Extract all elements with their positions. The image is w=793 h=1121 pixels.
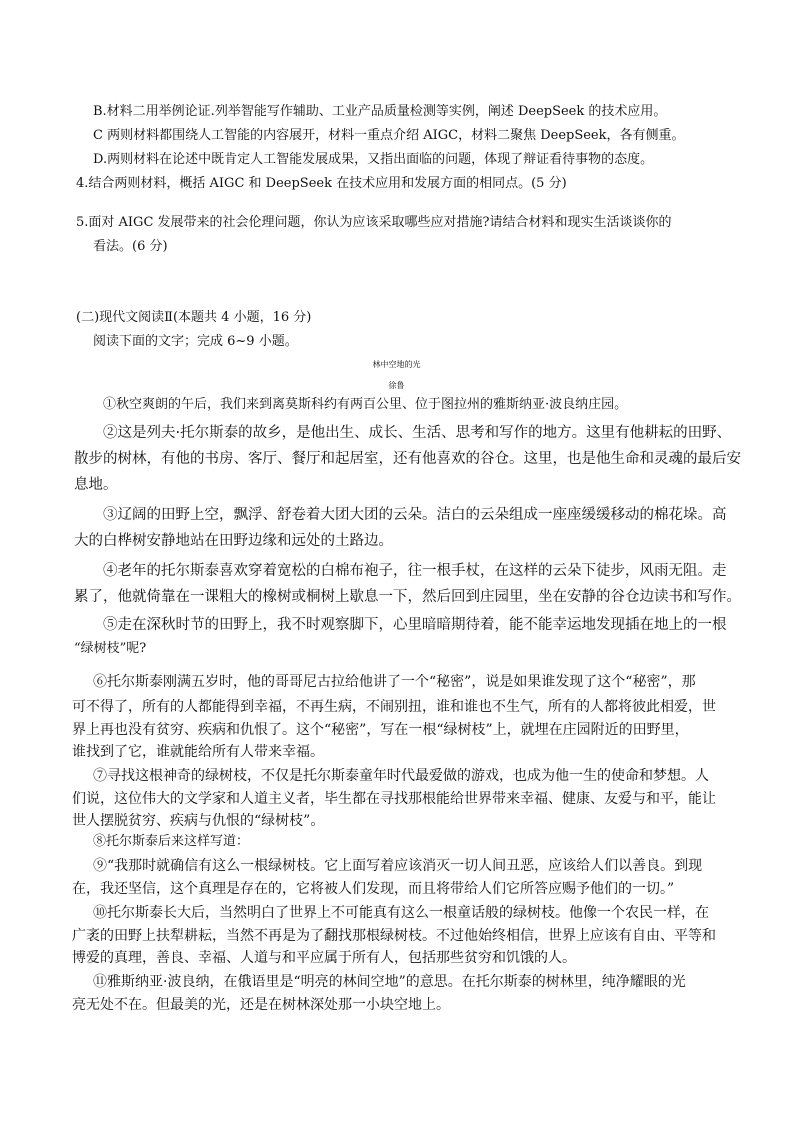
paragraph-4-line-1: ④老年的托尔斯泰喜欢穿着宽松的白棉布袍子，往一根手杖，在这样的云朵下徒步，风雨无阻。走: [103, 563, 727, 579]
section-heading: (二)现代文阅读Ⅱ(本题共 4 小题，16 分): [76, 310, 312, 325]
article-title: 林中空地的光: [372, 360, 421, 369]
option-c: C 两则材料都围绕人工智能的内容展开，材料一重点介绍 AIGC，材料二聚焦 DeepSeek，各有侧重。: [93, 128, 685, 143]
paragraph-11-line-2: 亮无处不在。但最美的光，还是在树林深处那一小块空地上。: [72, 997, 450, 1013]
question-4: 4.结合两则材料，概括 AIGC 和 DeepSeek 在技术应用和发展方面的相同点。(5 分): [76, 176, 567, 191]
paragraph-11-line-1: ⑪雅斯纳亚·波良纳，在俄语里是“明亮的林间空地”的意思。在托尔斯泰的树林里，纯净耀眼的光: [93, 974, 686, 990]
paragraph-6-line-1: ⑥托尔斯泰刚满五岁时，他的哥哥尼古拉给他讲了一个“秘密”，说是如果谁发现了这个“秘密”，那: [93, 674, 696, 690]
paragraph-9-line-1: ⑨“我那时就确信有这么一根绿树枝。它上面写着应该消灭一切人间丑恶，应该给人们以善良。到现: [93, 858, 703, 874]
paragraph-6-line-4: 谁找到了它，谁就能给所有人带来幸福。: [72, 744, 324, 760]
paragraph-4-line-2: 累了，他就倚靠在一课粗大的橡树或桐树上歇息一下，然后回到庄园里，坐在安静的谷仓边读书和写作。: [74, 589, 741, 605]
paragraph-7-line-1: ⑦寻找这根神奇的绿树枝，不仅是托尔斯泰童年时代最爱做的游戏，也成为他一生的使命和梦想。人: [93, 768, 709, 784]
question-5-line-1: 5.面对 AIGC 发展带来的社会伦理问题，你认为应该采取哪些应对措施?请结合材料和现实生活谈谈你的: [76, 215, 672, 230]
paragraph-8: ⑧托尔斯泰后来这样写道：: [93, 834, 250, 849]
paragraph-5-line-2: “绿树枝”呢?: [74, 641, 147, 656]
paragraph-10-line-3: 博爱的真理，善良、幸福、人道与和平应属于所有人，包括那些贫穷和饥饿的人。: [72, 950, 576, 966]
paragraph-7-line-2: 们说，这位伟大的文学家和人道主义者，毕生都在寻找那根能给世界带来幸福、健康、友爱与和平，能让: [72, 791, 716, 807]
paragraph-7-line-3: 世人摆脱贫穷、疾病与仇恨的“绿树枝”。: [72, 813, 325, 829]
paragraph-1: ①秋空爽朗的午后，我们来到离莫斯科约有两百公里、位于图拉州的雅斯纳亚·波良纳庄园。: [103, 397, 628, 412]
paragraph-2-line-2: 散步的树林，有他的书房、客厅、餐厅和起居室，还有他喜欢的谷仓。这里，也是他生命和灵魂的最后安: [74, 451, 741, 467]
reading-instruction: 阅读下面的文字；完成 6~9 小题。: [93, 334, 298, 349]
paragraph-2-line-3: 息地。: [74, 477, 118, 493]
paragraph-3-line-1: ③辽阔的田野上空，飘浮、舒卷着大团大团的云朵。洁白的云朵组成一座座缓缓移动的棉花垛。高: [103, 507, 727, 523]
paragraph-6-line-3: 界上再也没有贫穷、疾病和仇恨了。这个“秘密”，写在一根“绿树枝”上，就埋在庄园附近的田野里，: [72, 722, 689, 738]
question-5-line-2: 看法。(6 分): [93, 239, 168, 254]
option-b: B.材料二用举例论证.列举智能写作辅助、工业产品质量检测等实例，阐述 DeepSeek 的技术应用。: [93, 104, 667, 119]
option-d: D.两则材料在论述中既肯定人工智能发展成果，又指出面临的问题，体现了辩证看待事物的态度。: [93, 152, 654, 167]
paragraph-10-line-1: ⑩托尔斯泰长大后，当然明白了世界上不可能真有这么一根童话般的绿树枝。他像一个农民一样，在: [93, 905, 709, 921]
paragraph-6-line-2: 可不得了，所有的人都能得到幸福，不再生病，不闹别扭，谁和谁也不生气，所有的人都将彼此相爱，世: [72, 699, 716, 715]
paragraph-5-line-1: ⑤走在深秋时节的田野上，我不时观察脚下，心里暗暗期待着，能不能幸运地发现插在地上的一根: [103, 617, 727, 633]
paragraph-10-line-2: 广袤的田野上扶犁耕耘，当然不再是为了翻找那根绿树枝。不过他始终相信，世界上应该有自由、平等和: [72, 928, 716, 944]
paragraph-9-line-2: 在，我还坚信，这个真理是存在的，它将被人们发现，而且将带给人们它所答应赐予他们的一切。”: [72, 881, 675, 897]
paragraph-3-line-2: 大的白桦树安静地站在田野边缘和远处的土路边。: [74, 533, 393, 549]
paragraph-2-line-1: ②这是列夫·托尔斯泰的故乡，是他出生、成长、生活、思考和写作的地方。这里有他耕耘的田野、: [103, 425, 732, 441]
article-author: 徐鲁: [388, 381, 405, 390]
